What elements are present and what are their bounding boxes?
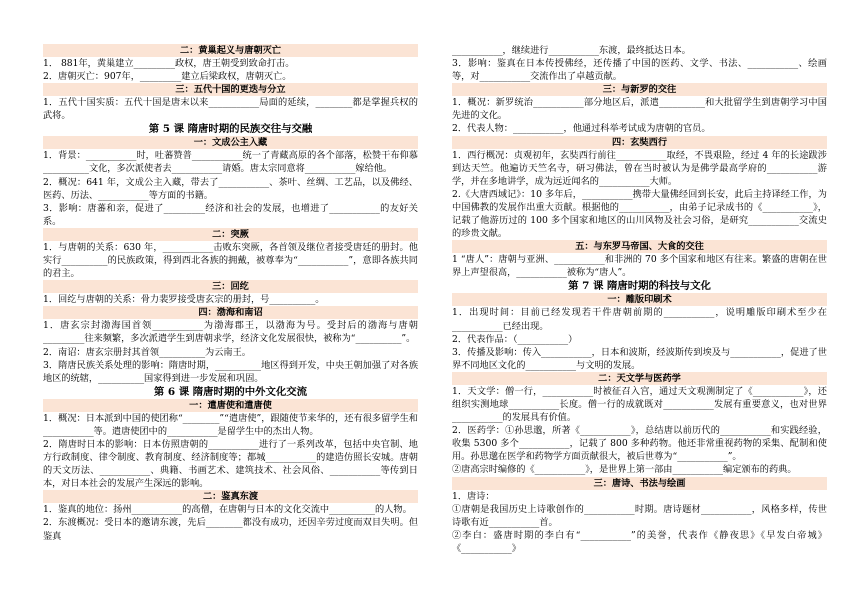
section-heading: 二：鉴真东渡 (43, 490, 418, 503)
section-heading: 二：天文学与医药学 (452, 372, 827, 385)
lesson-title: 第 6 课 隋唐时期的中外文化交流 (153, 385, 308, 398)
section-heading: 三：与新罗的交往 (452, 83, 827, 96)
question-paragraph: 1．概况：新罗统治___________部分地区后，派遣__________和大批留学生到唐朝学习中国先进的文化。 (452, 97, 827, 122)
question-paragraph: 2．南诏：唐玄宗册封其首领__________为云南王。 (43, 346, 251, 358)
lesson-title: 第 7 课 隋唐时期的科技与文化 (568, 280, 711, 293)
question-paragraph: 3．传播及影响：传入___________，日本和波斯，经波斯传到埃及与___________，促进了世界不同地区文化的___________与文明的发展。 (452, 346, 827, 371)
section-heading: 四：渤海和南诏 (43, 306, 418, 319)
question-paragraph: 2．东渡概况：受日本的邀请东渡，先后________都没有成功，还因辛劳过度而双目失明。但鉴真 (43, 517, 418, 542)
question-paragraph: 2．隋唐时日本的影响：日本仿照唐朝的___________进行了一系列改革，包括中央官制、地方行政制度、律令制度、教育制度、经济制度等；都城___________的建造仿照长安城。唐朝的天文历法、___________、典籍、书画艺术、建筑技术、社会风俗、___________等传到日本，对日本社会的发展产生深远的影响。 (43, 438, 418, 490)
section-heading: 一：文成公主入藏 (43, 136, 418, 149)
question-paragraph: 1．背景：___________时，吐蕃赞普___________统一了青藏高原的各个部落，松赞干布仰慕__________文化，多次派使者去___________请婚。唐太宗同意将___________嫁给他。 (43, 150, 418, 175)
question-paragraph: ①唐朝是我国历史上诗歌创作的___________时期。唐诗题材___________，风格多样，传世诗歌有近___________首。 (452, 503, 827, 528)
question-paragraph: 1．鉴真的地位：扬州___________的高僧，在唐朝与日本的文化交流中__________的人物。 (43, 504, 412, 516)
question-paragraph: 1．西行概况：贞观初年，玄奘西行前往___________取经，不畏艰险，经过 4 年的长途跋涉到达天竺。他遍访天竺名寺，研习佛法，曾在当时被认为是佛学最高学府的___________游学，并在多地讲学，成为远近闻名的___________大师。 (452, 149, 827, 187)
question-paragraph: ___________，继续进行___________东渡，最终抵达日本。 (452, 45, 691, 56)
section-heading: 四：玄奘西行 (452, 136, 827, 149)
right-column (452, 44, 827, 555)
question-paragraph: 3．隋唐民族关系处理的影响：隋唐时期，__________地区得到开发，中央王朝加强了对各族地区的统辖，__________国家得到进一步发展和巩固。 (43, 359, 418, 384)
question-paragraph: 1．出现时间：目前已经发现若干件唐朝前期的___________，说明雕版印刷术至少在___________已经出现。 (452, 307, 827, 332)
question-paragraph: 2.《大唐西域记》：10 多年后，___________携带大量佛经回到长安，此后主持译经工作，为中国佛教的发展作出重大贡献。根据他的___________，由弟子记录成书的《___________》，记载了他游历过的 100 多个国家和地区的山川风物及社会习俗，是研究___________交流史的珍贵文献。 (452, 188, 827, 240)
section-heading: 一：雕版印刷术 (452, 293, 827, 306)
section-heading: 二：黄巢起义与唐朝灭亡 (43, 44, 418, 57)
question-paragraph: 1．五代十国实质：五代十国是唐末以来___________局面的延续，________都是掌握兵权的武将。 (43, 97, 418, 122)
section-heading: 五：与东罗马帝国、大食的交往 (452, 240, 827, 253)
section-heading: 一：遣唐使和遣唐使 (43, 399, 418, 412)
section-heading: 二：突厥 (43, 228, 418, 241)
question-paragraph: 1． 881年，黄巢建立_________政权，唐王朝受到致命打击。 (43, 58, 295, 69)
question-paragraph: 1．天文学：僧一行，___________时被征召入宫，通过天文观测制定了《___________》，还组织实测地球___________长度。僧一行的成就既对___________发展有重要意义，也对世界___________的发展具有价值。 (452, 385, 827, 424)
question-paragraph: 1 “唐人”：唐朝与亚洲、___________和非洲的 70 多个国家和地区有往来。繁盛的唐朝在世界上声望很高，___________被称为“唐人”。 (452, 254, 827, 279)
lesson-title: 第 5 课 隋唐时期的民族交往与交融 (148, 123, 313, 136)
question-paragraph: 2．概况：641 年，文成公主入藏，带去了___________、茶叶、丝绸、工艺品，以及佛经、医药、历法、___________等方面的书籍。 (43, 176, 418, 201)
question-paragraph: 1．唐诗： (452, 490, 495, 502)
question-paragraph: 1．回纥与唐朝的关系：骨力裴罗接受唐玄宗的册封，号__________。 (43, 294, 325, 306)
left-column (43, 44, 418, 543)
section-heading: 三：五代十国的更迭与分立 (43, 83, 418, 96)
question-paragraph: 1．唐玄宗封渤海国首领___________为渤海郡王，以渤海为号。受封后的渤海与唐朝_________往来频繁，多次派遣学生到唐朝求学，经济文化发展很快，被称为“__________”。 (43, 320, 418, 345)
question-paragraph: 2．代表人物：___________，他通过科举考试成为唐朝的官员。 (452, 123, 711, 135)
question-paragraph: 3．影响：鉴真在日本传授佛经，还传播了中国的医药、文学、书法、___________、绘画等，对___________交流作出了卓越贡献。 (452, 58, 827, 83)
section-heading: 三：唐诗、书法与绘画 (452, 477, 827, 490)
question-paragraph: 2．唐朝灭亡：907年，_________建立后梁政权，唐朝灭亡。 (43, 71, 292, 83)
question-paragraph: 2．医药学：①孙思邈，所著《___________》，总结唐以前历代的___________和实践经验，收集 5300 多个___________，记载了 800 多种药物。他还非常重视药物的采集、配制和使用。孙思邈在医学和药物学方面贡献很大，被后世尊为“___________”。 (452, 425, 827, 463)
question-paragraph: ②李白：盛唐时期的李白有“___________”的美誉，代表作《静夜思》《早发白帝城》《___________》 (452, 529, 827, 554)
question-paragraph: 3．影响：唐蕃和亲，促进了_________经济和社会的发展，也增进了___________的友好关系。 (43, 202, 418, 227)
section-heading: 三：回纥 (43, 280, 418, 293)
question-paragraph: ②唐高宗时编修的《___________》，是世界上第一部由___________编定颁布的药典。 (452, 464, 797, 476)
question-paragraph: 1．与唐朝的关系：630 年，___________击败东突厥，各首领及继位者接受唐廷的册封。他实行__________的民族政策，得到西北各族的拥戴，被尊奉为“___________”，意即各族共同的君主。 (43, 241, 418, 280)
question-paragraph: 2．代表作品：（___________） (452, 333, 578, 345)
question-paragraph: 1．概况：日本派到中国的使团称“________”“遣唐使”，跟随使节来华的，还有很多留学生和___________等。遣唐使团中的___________是留学生中的杰出人物。 (43, 412, 418, 437)
